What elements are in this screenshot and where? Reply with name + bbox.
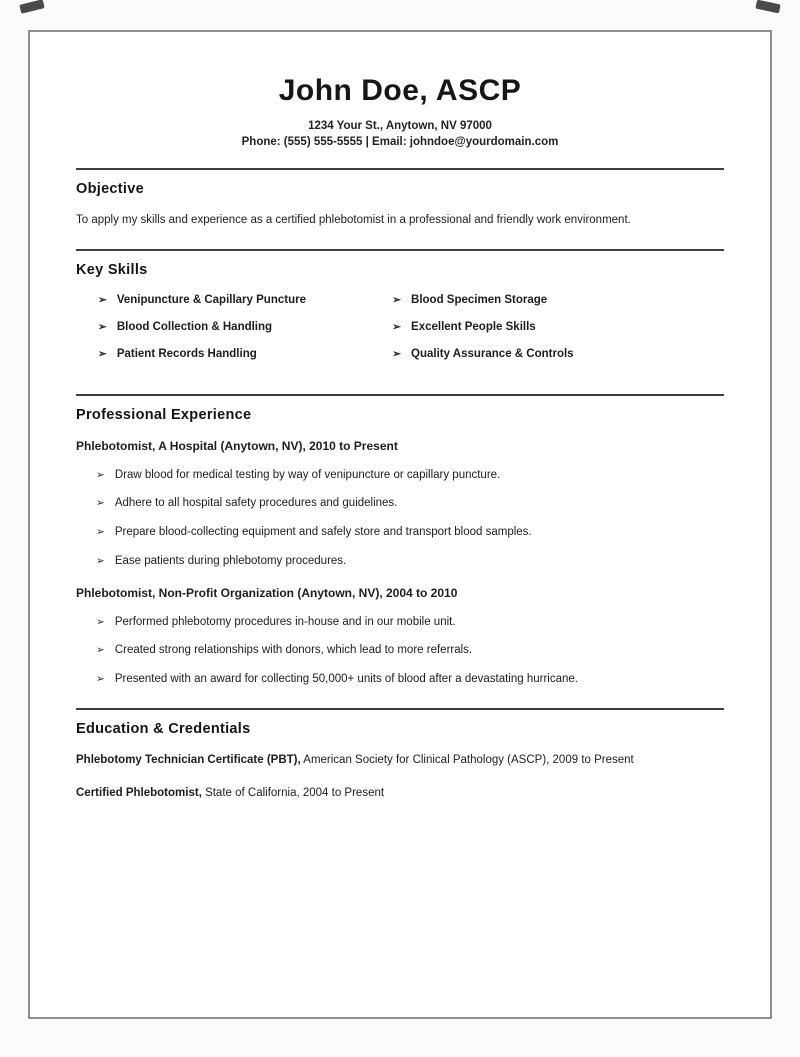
job-bullet-item <box>96 672 724 688</box>
arrow-bullet-icon: ➢ <box>96 615 105 628</box>
skill-label: Excellent People Skills <box>411 321 536 333</box>
skill-item <box>98 293 392 309</box>
scan-artifact-top-left <box>19 0 44 14</box>
job-bullet-item <box>96 643 724 659</box>
job-bullets <box>76 468 724 570</box>
job-bullet-item <box>96 468 724 484</box>
job-title: Phlebotomist, A Hospital (Anytown, NV), 2010 to Present <box>76 438 398 453</box>
skill-item <box>98 347 392 363</box>
section-heading-education: Education & Credentials <box>76 720 251 737</box>
education-entry-detail: American Society for Clinical Pathology (ASCP), 2009 to Present <box>300 753 634 766</box>
section-heading-objective: Objective <box>76 181 144 197</box>
skills-column-left <box>98 293 392 373</box>
job-bullet-text: Adhere to all hospital safety procedures and guidelines. <box>114 497 398 510</box>
arrow-bullet-icon: ➢ <box>392 347 402 360</box>
arrow-bullet-icon: ➢ <box>98 321 107 333</box>
resume-page <box>28 30 772 1019</box>
skill-label: Blood Specimen Storage <box>411 294 548 307</box>
job-bullet-item <box>96 615 724 631</box>
arrow-bullet-icon: ➢ <box>96 554 105 567</box>
scan-artifact-top-right <box>755 0 780 13</box>
section-heading-experience: Professional Experience <box>76 406 252 423</box>
job-bullet-text: Ease patients during phlebotomy procedures. <box>114 554 347 567</box>
arrow-bullet-icon: ➢ <box>96 526 105 538</box>
education-entry-detail: State of California, 2004 to Present <box>201 787 385 800</box>
skill-item <box>392 293 724 309</box>
job-bullet-text: Performed phlebotomy procedures in-house and in our mobile unit. <box>114 615 456 628</box>
job-title: Phlebotomist, Non-Profit Organization (Anytown, NV), 2004 to 2010 <box>76 585 458 600</box>
job-bullet-text: Presented with an award for collecting 50,000+ units of blood after a devastating hurricane. <box>114 673 578 685</box>
arrow-bullet-icon: ➢ <box>96 644 105 657</box>
section-divider <box>76 708 724 710</box>
job-bullet-text: Created strong relationships with donors, which lead to more referrals. <box>114 644 473 657</box>
header-address: 1234 Your St., Anytown, NV 97000 <box>308 120 492 132</box>
job-bullet-text: Draw blood for medical testing by way of venipuncture or capillary puncture. <box>114 468 501 481</box>
arrow-bullet-icon: ➢ <box>392 294 402 307</box>
arrow-bullet-icon: ➢ <box>98 347 107 360</box>
section-divider <box>76 168 724 170</box>
education-entry <box>76 785 724 802</box>
job-entry <box>76 439 724 570</box>
job-bullet-item <box>96 496 724 512</box>
section-key-skills <box>76 262 724 373</box>
arrow-bullet-icon: ➢ <box>392 321 402 333</box>
page-title: John Doe, ASCP <box>278 74 522 107</box>
section-education <box>76 721 724 802</box>
job-bullets <box>76 615 724 688</box>
job-bullet-item <box>96 525 724 541</box>
education-entry <box>76 752 724 769</box>
header-contact: Phone: (555) 555-5555 | Email: johndoe@yourdomain.com <box>241 136 559 148</box>
education-entry-title: Phlebotomy Technician Certificate (PBT), <box>76 753 301 766</box>
section-divider <box>76 249 724 251</box>
resume-header <box>76 74 724 148</box>
skill-label: Blood Collection & Handling <box>116 321 273 333</box>
section-divider <box>76 394 724 396</box>
objective-text: To apply my skills and experience as a certified phlebotomist in a professional and friendly work environment. <box>76 214 631 226</box>
skill-label: Venipuncture & Capillary Puncture <box>116 294 306 307</box>
skills-columns <box>76 293 724 373</box>
skill-item <box>98 320 392 336</box>
arrow-bullet-icon: ➢ <box>96 673 105 685</box>
section-objective <box>76 181 724 229</box>
arrow-bullet-icon: ➢ <box>96 497 105 510</box>
job-entry <box>76 586 724 688</box>
skill-label: Patient Records Handling <box>116 347 257 360</box>
section-heading-key-skills: Key Skills <box>76 262 148 279</box>
arrow-bullet-icon: ➢ <box>96 468 105 481</box>
skill-item <box>392 347 724 363</box>
skill-item <box>392 320 724 336</box>
arrow-bullet-icon: ➢ <box>98 294 107 307</box>
job-bullet-item <box>96 554 724 570</box>
section-experience <box>76 407 724 688</box>
skills-column-right <box>392 293 724 373</box>
skill-label: Quality Assurance & Controls <box>411 347 574 360</box>
education-entry-title: Certified Phlebotomist, <box>76 787 202 800</box>
job-bullet-text: Prepare blood-collecting equipment and safely store and transport blood samples. <box>114 526 532 538</box>
